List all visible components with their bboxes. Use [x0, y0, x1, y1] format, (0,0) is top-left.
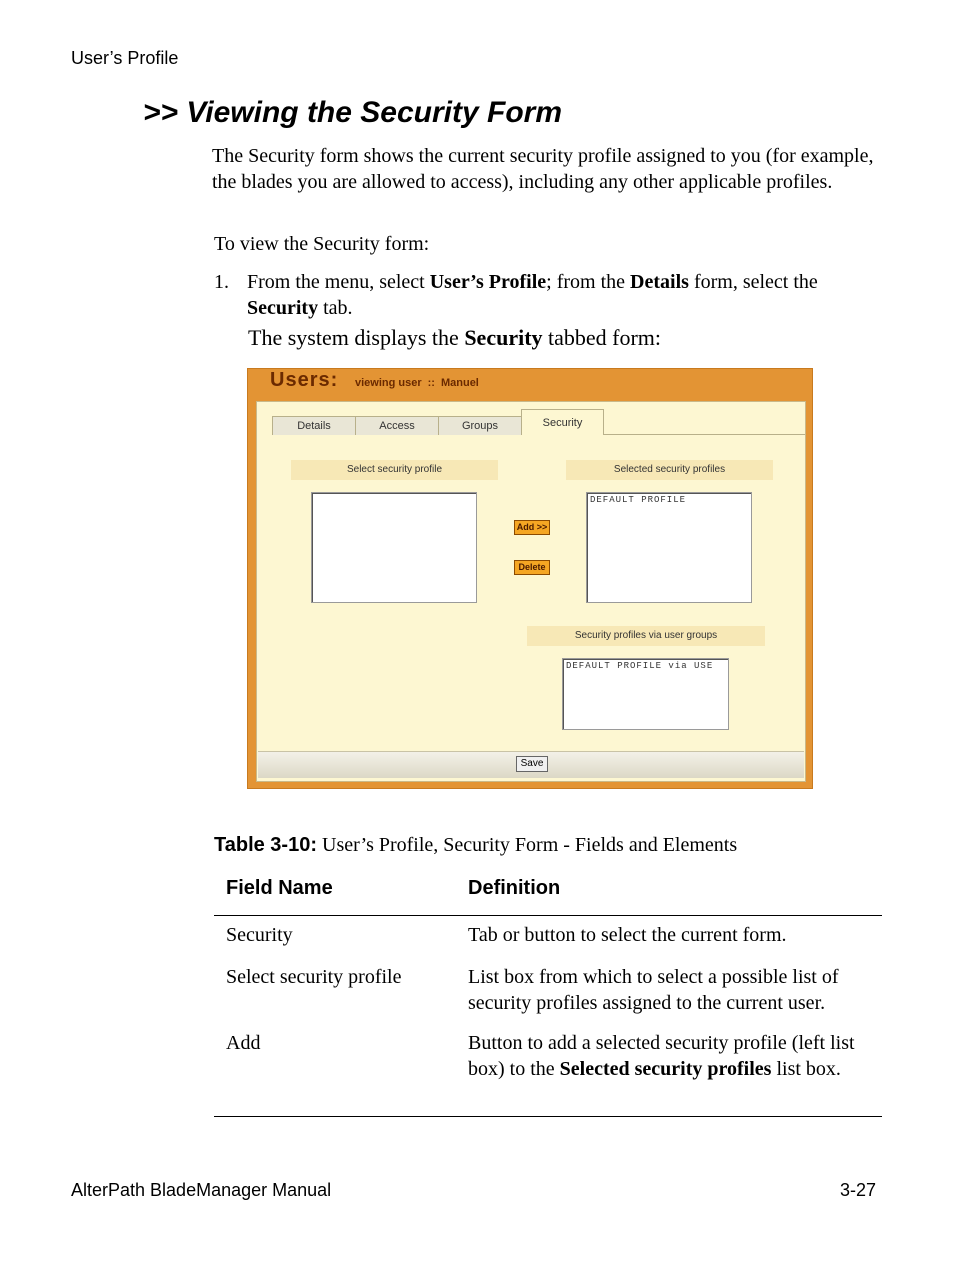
security-profiles-via-groups-label: Security profiles via user groups — [527, 626, 765, 646]
table-cell-definition: List box from which to select a possible list of security profiles assigned to the current user. — [468, 966, 839, 1014]
table-cell-definition: Button to add a selected security profile (left list box) to the Selected security profiles list box. — [468, 1032, 855, 1080]
step-number: 1. — [214, 271, 229, 293]
tab-groups[interactable]: Groups — [438, 416, 522, 435]
save-bar — [258, 751, 804, 778]
table-caption: Table 3-10: User’s Profile, Security Form - Fields and Elements — [214, 834, 738, 856]
system-displays-note: The system displays the Security tabbed form: — [248, 325, 662, 350]
footer-page-number: 3-27 — [840, 1180, 877, 1200]
select-security-profile-label: Select security profile — [291, 460, 498, 480]
select-security-profile-listbox[interactable] — [311, 492, 477, 603]
instruction-lead: To view the Security form: — [214, 233, 430, 255]
table-cell-field: Security — [226, 924, 293, 946]
viewing-user-name: Manuel — [440, 377, 479, 389]
form-panel — [256, 401, 806, 782]
table-cell-definition: Tab or button to select the current form. — [468, 924, 787, 946]
table-cell-field: Add — [226, 1032, 261, 1054]
selected-security-profiles-listbox[interactable] — [586, 492, 752, 603]
table-bottom-rule — [214, 1116, 882, 1117]
section-title: >> Viewing the Security Form — [143, 96, 563, 129]
delete-button[interactable]: Delete — [514, 560, 550, 575]
save-button[interactable]: Save — [516, 756, 548, 772]
users-title: Users: — [270, 369, 339, 391]
selected-security-profiles-label: Selected security profiles — [566, 460, 773, 480]
tab-access[interactable]: Access — [355, 416, 439, 435]
tab-security[interactable]: Security — [521, 409, 604, 435]
column-header-field-name: Field Name — [226, 877, 333, 899]
footer-manual-title: AlterPath BladeManager Manual — [71, 1180, 332, 1200]
tab-details[interactable]: Details — [272, 416, 356, 435]
column-header-definition: Definition — [468, 877, 561, 899]
table-cell-field: Select security profile — [226, 966, 402, 988]
tab-bar — [272, 409, 805, 435]
running-header: User’s Profile — [71, 48, 179, 68]
step-text: From the menu, select User’s Profile; from the Details form, select the Security tab. — [247, 271, 818, 319]
security-form-screenshot — [247, 368, 813, 789]
table-top-rule — [214, 915, 882, 916]
security-profiles-via-groups-listbox[interactable] — [562, 658, 729, 730]
intro-paragraph: The Security form shows the current security profile assigned to you (for example, the blades you are allowed to access), including any other applicable profiles. — [212, 145, 874, 193]
list-item[interactable]: DEFAULT PROFILE via USE — [566, 661, 714, 671]
viewing-user-label: viewing user :: Manuel — [355, 377, 479, 389]
list-item[interactable]: DEFAULT PROFILE — [590, 495, 687, 505]
add-button[interactable]: Add >> — [514, 520, 550, 535]
